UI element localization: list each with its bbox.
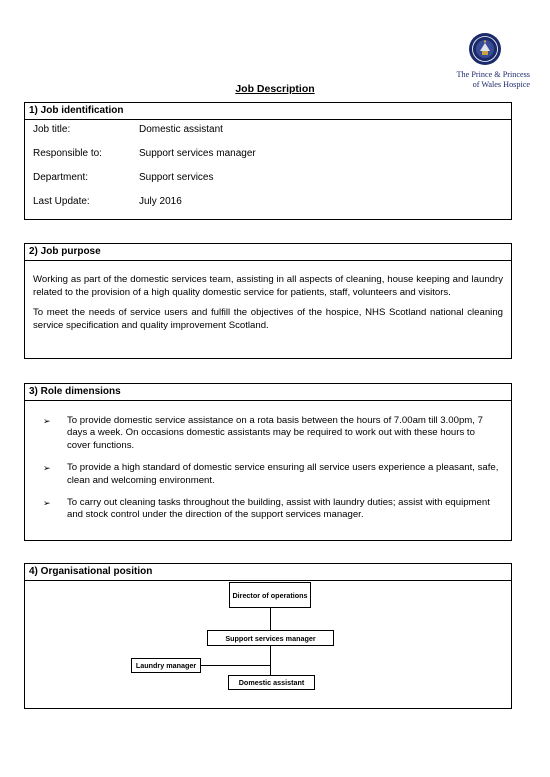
- org-box-director: Director of operations: [229, 582, 311, 608]
- logo-name-line1: The Prince & Princess: [456, 70, 530, 79]
- last-update-row: [33, 196, 182, 208]
- logo-name-line2: of Wales Hospice: [472, 80, 530, 89]
- row-value: July 2016: [139, 196, 182, 207]
- row-label: Job title:: [33, 124, 71, 135]
- row-label: Department:: [33, 172, 89, 183]
- org-box-domestic-assistant: Domestic assistant: [228, 675, 315, 690]
- org-chart: [25, 564, 513, 710]
- bullet-text: To provide domestic service assistance on a rota basis between the hours of 7.00am till 3.00pm, 7 days a week. On occasions domestic assistants may be required to work out with these hours to cover functions.: [67, 415, 483, 451]
- arrow-bullet-icon: ➢: [43, 463, 51, 474]
- bullet-text: To provide a high standard of domestic service ensuring all service users experience a pleasant, safe, clean and welcoming environment.: [67, 462, 499, 486]
- row-label: Last Update:: [33, 196, 90, 207]
- connector-line: [200, 665, 271, 666]
- section-heading: 2) Job purpose: [25, 244, 511, 261]
- department-row: [33, 172, 213, 184]
- organisational-position-section: [24, 563, 512, 709]
- job-identification-section: [24, 102, 512, 220]
- role-dimensions-section: [24, 383, 512, 541]
- org-box-laundry-manager: Laundry manager: [131, 658, 201, 673]
- hospice-seal-icon: [468, 32, 502, 66]
- arrow-bullet-icon: ➢: [43, 498, 51, 509]
- responsible-to-row: [33, 148, 256, 160]
- row-label: Responsible to:: [33, 148, 102, 159]
- job-purpose-section: [24, 243, 512, 359]
- hospice-logo: [440, 32, 530, 90]
- arrow-bullet-icon: ➢: [43, 416, 51, 426]
- row-value: Domestic assistant: [139, 124, 223, 135]
- paragraph: Working as part of the domestic services team, assisting in all aspects of cleaning, house keeping and laundry related to the provision of a high quality domestic service for patients, staff, volunteers and visitors.: [33, 274, 503, 298]
- section-heading: 1) Job identification: [25, 103, 511, 120]
- row-value: Support services manager: [139, 148, 256, 159]
- document-title: Job Description: [235, 83, 315, 95]
- bullet-text: To carry out cleaning tasks throughout the building, assist with laundry duties; assist with equipment and stock control under the direction of the support services manager.: [67, 497, 490, 521]
- list-item: [25, 415, 511, 452]
- paragraph: To meet the needs of service users and fulfill the objectives of the hospice, NHS Scotland national cleaning service specification and quality improvement Scotland.: [33, 307, 503, 331]
- list-item: [25, 497, 511, 522]
- connector-line: [270, 608, 271, 630]
- job-title-row: [33, 124, 223, 136]
- section-heading: 3) Role dimensions: [25, 384, 511, 401]
- row-value: Support services: [139, 172, 214, 183]
- org-box-support-manager: Support services manager: [207, 630, 334, 646]
- list-item: [25, 462, 511, 487]
- section-heading: 4) Organisational position: [25, 564, 511, 581]
- bullet-list: [25, 415, 511, 522]
